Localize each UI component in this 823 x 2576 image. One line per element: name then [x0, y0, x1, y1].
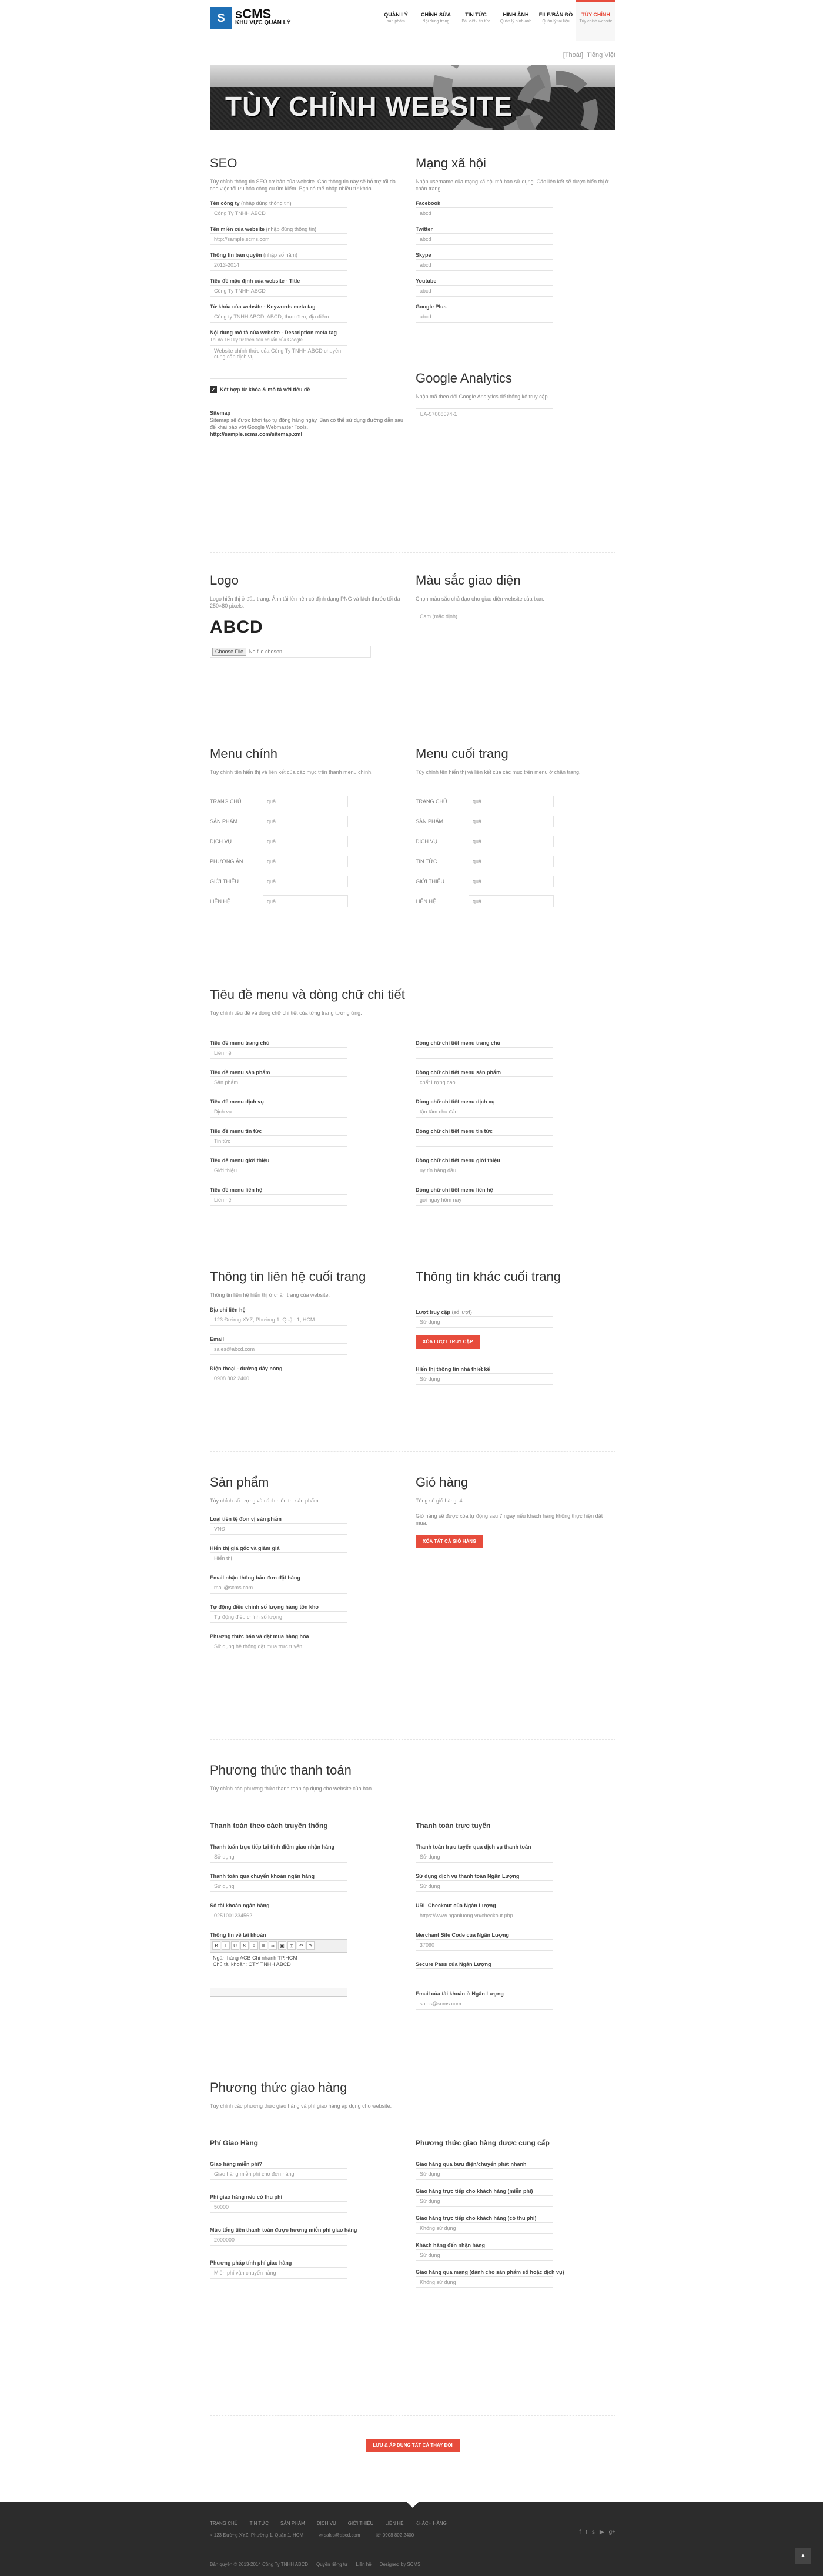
twitter-icon[interactable]: t: [586, 2529, 587, 2535]
field-label: Giao hàng miễn phí?: [210, 2161, 263, 2167]
image-icon[interactable]: ▣: [278, 1941, 286, 1950]
field-label: Youtube: [416, 278, 437, 284]
menu-detail-input[interactable]: [416, 1165, 553, 1176]
field-label: Email nhận thông báo đơn đặt hàng: [210, 1575, 300, 1581]
brand-mark: S: [210, 7, 232, 29]
field-label: Từ khóa của website - Keywords meta tag: [210, 304, 316, 310]
mail-icon: ✉: [319, 2533, 323, 2538]
address-input[interactable]: [210, 1314, 347, 1326]
main-menu-input[interactable]: [263, 796, 348, 807]
theme-color-select[interactable]: [416, 611, 553, 622]
nav-sub: Quản lý hình ảnh: [500, 19, 532, 24]
align-icon[interactable]: ≣: [259, 1941, 267, 1950]
order-email-input[interactable]: [210, 1582, 347, 1594]
location-icon: ⌖: [210, 2533, 213, 2538]
section-desc: Tùy chỉnh tên hiển thị và liên kết của các mục trên menu ở chân trang.: [416, 769, 581, 775]
email-input[interactable]: [210, 1343, 347, 1355]
youtube-input[interactable]: [416, 285, 553, 297]
menu-title-input[interactable]: [210, 1047, 347, 1059]
skype-input[interactable]: [416, 259, 553, 271]
footer-link[interactable]: GIỚI THIỆU: [347, 2521, 374, 2526]
company-name-input[interactable]: [210, 207, 347, 219]
nav-item-files[interactable]: [536, 0, 576, 41]
save-bar: [210, 2439, 615, 2452]
sitemap-block: Sitemap Sitemap sẽ được khởi tạo tự động hàng ngày. Bạn có thể sử dụng đường dẫn sau để khai báo với Google Webmaster Tools. http://sample.scms.com/sitemap.xml: [210, 410, 403, 437]
nav-label: QUẢN LÝ: [384, 12, 408, 18]
field-label: Thanh toán trực tuyến qua dịch vụ thanh toán: [416, 1844, 531, 1850]
designer-link[interactable]: Designed by SCMS: [379, 2562, 421, 2567]
field-label: Phương pháp tính phí giao hàng: [210, 2260, 292, 2266]
bank-transfer-input[interactable]: [210, 1880, 347, 1892]
divider: [210, 1451, 615, 1452]
section-shipping: [210, 2080, 615, 2118]
field-label: Phương thức bán và đặt mua hàng hóa: [210, 1634, 309, 1639]
section-desc: Tùy chỉnh các phương thức thanh toán áp dụng cho website của bạn.: [210, 1786, 373, 1792]
footer-menu-input[interactable]: [469, 816, 554, 827]
footer-copy: [210, 2562, 420, 2567]
footer-link[interactable]: TRANG CHỦ: [210, 2521, 238, 2526]
section-title: Thông tin liên hệ cuối trang: [210, 1269, 366, 1284]
field-label: Dòng chữ chi tiết menu trang chủ: [416, 1040, 501, 1046]
nav-label: CHỈNH SỬA: [421, 12, 451, 18]
nganluong-input[interactable]: [416, 1880, 553, 1892]
section-desc: Tùy chỉnh các phương thức giao hàng và phí giao hàng áp dụng cho website.: [210, 2103, 392, 2109]
footer-address: ⌖ 123 Đường XYZ, Phường 1, Quận 1, HCM: [210, 2533, 304, 2538]
field-label: Tiêu đề mặc định của website - Title: [210, 278, 300, 284]
footer-phone[interactable]: ☏ 0908 802 2400: [375, 2533, 414, 2538]
field-label: Thanh toán trực tiếp tại tính điểm giao nhận hàng: [210, 1844, 335, 1850]
clear-carts-button[interactable]: XÓA TẤT CẢ GIỎ HÀNG: [416, 1535, 483, 1548]
designer-info-input[interactable]: [416, 1373, 553, 1385]
editor-toolbar: [210, 1940, 347, 1953]
shipping-subtitle: Phương thức giao hàng được cung cấp: [416, 2139, 550, 2147]
brand-logo[interactable]: [210, 7, 290, 29]
field-label: Email của tài khoản ở Ngân Lượng: [416, 1991, 504, 1997]
field-label: Facebook: [416, 200, 441, 206]
nav-label: TÙY CHỈNH: [581, 12, 610, 18]
nav-label: TIN TỨC: [465, 12, 487, 18]
menu-detail-input[interactable]: [416, 1135, 553, 1147]
field-label: Dòng chữ chi tiết menu liên hệ: [416, 1187, 493, 1193]
menu-label: SẢN PHẨM: [210, 819, 238, 824]
editor-body[interactable]: Ngân hàng ACB Chi nhánh TP.HCM Chủ tài khoản: CTY TNHH ABCD: [213, 1955, 297, 1967]
menu-title-input[interactable]: [210, 1194, 347, 1206]
field-label: Hiển thị giá gốc và giảm giá: [210, 1545, 280, 1551]
field-label: Mức tổng tiền thanh toán được hưởng miễn phí giao hàng: [210, 2227, 357, 2233]
footer-menu-input[interactable]: [469, 836, 554, 847]
underline-icon[interactable]: U: [231, 1941, 239, 1950]
field-label: Tiêu đề menu sản phẩm: [210, 1069, 270, 1075]
field-label: URL Checkout của Ngân Lượng: [416, 1903, 496, 1908]
bank-account-input[interactable]: [210, 1910, 347, 1921]
keywords-input[interactable]: [210, 311, 347, 323]
stock-adjust-input[interactable]: [210, 1611, 347, 1623]
field-label: Thông tin về tài khoản: [210, 1932, 266, 1938]
footer-arrow: [407, 2502, 419, 2508]
logo-preview: ABCD: [210, 618, 263, 637]
payment-subtitle: Thanh toán theo cách truyền thống: [210, 1822, 328, 1830]
sales-method-input[interactable]: [210, 1641, 347, 1652]
menu-detail-input[interactable]: [416, 1106, 553, 1118]
field-label: Sử dụng dịch vụ thanh toán Ngân Lượng: [416, 1873, 520, 1879]
cart-count: Tổng số giỏ hàng: 4: [416, 1498, 463, 1504]
field-label: Thông tin bản quyền (nhập số năm): [210, 252, 298, 258]
description-textarea[interactable]: [210, 345, 347, 379]
free-shipping-input[interactable]: [210, 2168, 347, 2180]
menu-detail-input[interactable]: [416, 1047, 553, 1059]
field-label: Địa chỉ liên hệ: [210, 1307, 246, 1313]
main-menu-input[interactable]: [263, 895, 348, 907]
footer-menu-input[interactable]: [469, 856, 554, 867]
visits-input[interactable]: [416, 1316, 553, 1328]
section-desc: Chọn màu sắc chủ đạo cho giao diện website của bạn.: [416, 596, 544, 602]
sitemap-url[interactable]: http://sample.scms.com/sitemap.xml: [210, 431, 303, 437]
section-title: Logo: [210, 573, 239, 588]
combine-checkbox[interactable]: ✓ Kết hợp từ khóa & mô tả với tiêu đề: [210, 386, 404, 393]
section-title: Mạng xã hội: [416, 156, 486, 170]
no-file-text: No file chosen: [249, 649, 283, 655]
strike-icon[interactable]: S: [240, 1941, 249, 1950]
copyright-input[interactable]: [210, 259, 347, 271]
privacy-link[interactable]: Quyền riêng tư: [316, 2562, 348, 2567]
undo-icon[interactable]: ↶: [297, 1941, 305, 1950]
section-payment: [210, 1763, 615, 1800]
section-title: Giỏ hàng: [416, 1475, 469, 1490]
section-desc: Nhập username của mạng xã hội mà bạn sử dụng. Các liên kết sẽ được hiển thị ở chân trang.: [416, 179, 609, 192]
main-menu-input[interactable]: [263, 836, 348, 847]
main-menu-input[interactable]: [263, 816, 348, 827]
italic-icon[interactable]: I: [222, 1941, 230, 1950]
field-label: Tiêu đề menu tin tức: [210, 1128, 262, 1134]
copyright-text: Bản quyền © 2013-2014 Công Ty TNHH ABCD: [210, 2562, 309, 2567]
field-label: Tiêu đề menu giới thiệu: [210, 1158, 270, 1163]
skype-icon[interactable]: s: [591, 2529, 595, 2535]
banner: [210, 65, 615, 130]
fee-method-input[interactable]: [210, 2267, 347, 2279]
menu-label: DỊCH VỤ: [210, 838, 232, 844]
menu-label: SẢN PHẨM: [416, 819, 444, 824]
lang-link[interactable]: Tiếng Việt: [587, 52, 615, 59]
clear-visits-button[interactable]: XÓA LƯỢT TRUY CẬP: [416, 1335, 480, 1349]
banner-title: TÙY CHỈNH WEBSITE: [225, 91, 513, 122]
digital-delivery-input[interactable]: [416, 2276, 553, 2288]
youtube-icon[interactable]: ▶: [599, 2529, 604, 2535]
divider: [210, 552, 615, 553]
footer-link[interactable]: LIÊN HỆ: [385, 2521, 404, 2526]
footer: [0, 2502, 823, 2576]
free-threshold-input[interactable]: [210, 2234, 347, 2246]
section-title: Menu chính: [210, 746, 277, 761]
field-label: Điện thoại - đường dây nóng: [210, 1366, 283, 1371]
cart-desc: Giỏ hàng sẽ được xóa tự động sau 7 ngày nếu khách hàng không thực hiện đặt mua.: [416, 1513, 603, 1526]
field-label: Dòng chữ chi tiết menu dịch vụ: [416, 1099, 495, 1105]
menu-label: DỊCH VỤ: [416, 838, 438, 844]
menu-label: GIỚI THIỆU: [416, 878, 445, 884]
section-title: Menu cuối trang: [416, 746, 508, 761]
title-input[interactable]: [210, 285, 347, 297]
menu-label: TRANG CHỦ: [416, 799, 447, 804]
field-label: Giao hàng trực tiếp cho khách hàng (miễn phí): [416, 2188, 533, 2194]
field-label: Loại tiền tệ đơn vị sản phẩm: [210, 1516, 282, 1522]
nav-sub: sản phẩm: [387, 19, 405, 24]
menu-label: TRANG CHỦ: [210, 799, 242, 804]
menu-detail-input[interactable]: [416, 1194, 553, 1206]
page: [210, 0, 615, 2448]
nav-item-products[interactable]: [376, 0, 416, 41]
currency-input[interactable]: [210, 1523, 347, 1535]
merchant-code-input[interactable]: [416, 1939, 553, 1951]
menu-title-input[interactable]: [210, 1135, 347, 1147]
footer-link[interactable]: KHÁCH HÀNG: [415, 2521, 447, 2526]
nav-item-edit[interactable]: [416, 0, 456, 41]
direct-free-input[interactable]: [416, 2195, 553, 2207]
domain-input[interactable]: [210, 233, 347, 245]
footer-link[interactable]: TIN TỨC: [249, 2521, 269, 2526]
field-label: Giao hàng qua mạng (dành cho sản phẩm số hoặc dịch vụ): [416, 2269, 564, 2275]
footer-contacts: [210, 2533, 414, 2538]
field-label: Nội dung mô tả của website - Description meta tag: [210, 330, 337, 336]
nav-item-images[interactable]: [496, 0, 536, 41]
footer-social: [579, 2529, 615, 2535]
footer-link[interactable]: DỊCH VỤ: [316, 2521, 336, 2526]
menu-label: TIN TỨC: [416, 858, 437, 864]
field-label: Tên công ty (nhập đúng thông tin): [210, 200, 292, 206]
save-all-button[interactable]: LƯU & ÁP DỤNG TẤT CẢ THAY ĐỔI: [366, 2439, 459, 2452]
footer-menu-input[interactable]: [469, 796, 554, 807]
field-label: Twitter: [416, 226, 433, 232]
nav-label: HÌNH ẢNH: [503, 12, 529, 18]
analytics-input[interactable]: [416, 408, 553, 420]
field-label: Google Plus: [416, 304, 447, 310]
nav-item-news[interactable]: [456, 0, 496, 41]
field-label: Tự động điều chỉnh số lượng hàng tồn kho: [210, 1604, 319, 1610]
post-delivery-input[interactable]: [416, 2168, 553, 2180]
footer-links: [210, 2521, 447, 2526]
menu-label: LIÊN HỆ: [416, 898, 437, 904]
section-title: Google Analytics: [416, 371, 512, 385]
field-label: Khách hàng đến nhận hàng: [416, 2242, 486, 2248]
brand-tagline: KHU VỰC QUẢN LÝ: [235, 19, 291, 26]
main-menu-input[interactable]: [263, 856, 348, 867]
editor-footer: [210, 1988, 347, 1996]
field-hint: Tối đa 160 ký tự theo tiêu chuẩn của Google: [210, 337, 303, 343]
check-icon: ✓: [210, 386, 217, 393]
field-label: Hiển thị thông tin nhà thiết kế: [416, 1366, 490, 1372]
nav-sub: Nội dung trang: [422, 19, 450, 24]
menu-title-input[interactable]: [210, 1106, 347, 1118]
payment-subtitle: Thanh toán trực tuyến: [416, 1822, 491, 1830]
field-label: Email: [210, 1336, 225, 1342]
rich-text-editor[interactable]: [210, 1939, 347, 1997]
field-label: Tiêu đề menu trang chủ: [210, 1040, 270, 1046]
section-title: Phương thức giao hàng: [210, 2080, 347, 2095]
field-label: Phí giao hàng nếu có thu phí: [210, 2194, 282, 2200]
section-title: Sản phẩm: [210, 1475, 269, 1490]
footer-link[interactable]: SẢN PHẨM: [280, 2521, 305, 2526]
pickup-input[interactable]: [416, 2249, 553, 2261]
section-desc: Tùy chỉnh tiêu đề và dòng chữ chi tiết của từng trang tương ứng.: [210, 1010, 362, 1016]
menu-detail-input[interactable]: [416, 1076, 553, 1088]
footer-menu-input[interactable]: [469, 876, 554, 887]
section-title: SEO: [210, 156, 237, 170]
nav-sub: Bài viết / tin tức: [461, 19, 490, 24]
header: [210, 0, 615, 41]
nav-sub: Quản lý tài liệu: [542, 19, 570, 24]
contact-link[interactable]: Liên hệ: [356, 2562, 372, 2567]
field-label: Lượt truy cập (số lượt): [416, 1309, 472, 1315]
facebook-input[interactable]: [416, 207, 553, 219]
section-title: Phương thức thanh toán: [210, 1763, 352, 1777]
phone-icon: ☏: [375, 2533, 382, 2538]
section-title: Màu sắc giao diện: [416, 573, 521, 588]
menu-label: LIÊN HỆ: [210, 898, 231, 904]
choose-file-button[interactable]: Choose File: [212, 648, 246, 656]
lang-bar: [210, 52, 615, 60]
field-label: Giao hàng trực tiếp cho khách hàng (có thu phí): [416, 2215, 537, 2221]
nganluong-email-input[interactable]: [416, 1998, 553, 2010]
menu-title-input[interactable]: [210, 1076, 347, 1088]
table-icon[interactable]: ⊞: [287, 1941, 296, 1950]
nav-label: FILE/BẢN ĐỒ: [538, 12, 573, 18]
field-label: Dòng chữ chi tiết menu tin tức: [416, 1128, 493, 1134]
field-label: Giao hàng qua bưu điện/chuyển phát nhanh: [416, 2161, 527, 2167]
section-title: Thông tin khác cuối trang: [416, 1269, 561, 1284]
online-payment-input[interactable]: [416, 1851, 553, 1863]
field-label: Dòng chữ chi tiết menu sản phẩm: [416, 1069, 501, 1075]
divider: [210, 1739, 615, 1740]
link-icon[interactable]: ∞: [269, 1941, 277, 1950]
section-desc: Tùy chỉnh tên hiển thị và liên kết của các mục trên thanh menu chính.: [210, 769, 373, 775]
field-label: Tên miền của website (nhập đúng thông tin): [210, 226, 317, 232]
googleplus-input[interactable]: [416, 311, 553, 323]
field-label: Tiêu đề menu liên hệ: [210, 1187, 262, 1193]
field-label: Tiêu đề menu dịch vụ: [210, 1099, 264, 1105]
googleplus-icon[interactable]: g+: [608, 2529, 615, 2535]
file-upload[interactable]: [210, 646, 371, 658]
section-desc: Nhập mã theo dõi Google Analytics để thống kê truy cập.: [416, 394, 550, 400]
nav-item-customize[interactable]: [576, 0, 615, 41]
field-label: Dòng chữ chi tiết menu giới thiệu: [416, 1158, 500, 1163]
main-menu-input[interactable]: [263, 876, 348, 887]
field-label: Secure Pass của Ngân Lượng: [416, 1961, 491, 1967]
field-label: Số tài khoản ngân hàng: [210, 1903, 270, 1908]
secure-pass-input[interactable]: [416, 1968, 553, 1980]
logout-link[interactable]: [Thoát]: [563, 52, 584, 59]
footer-menu-input[interactable]: [469, 895, 554, 907]
nav-sub: Tùy chỉnh website: [579, 19, 613, 24]
field-label: Skype: [416, 252, 431, 258]
twitter-input[interactable]: [416, 233, 553, 245]
section-desc: Tùy chỉnh thông tin SEO cơ bản của website. Các thông tin này sẽ hỗ trợ tối đa cho việc tối ưu hóa công cụ tìm kiếm. Bạn có thể nhập nhiều từ khóa.: [210, 179, 396, 192]
checkout-url-input[interactable]: [416, 1910, 553, 1921]
facebook-icon[interactable]: f: [579, 2529, 581, 2535]
shipping-fee-input[interactable]: [210, 2201, 347, 2213]
cod-input[interactable]: [210, 1851, 347, 1863]
section-titles: [210, 987, 615, 1025]
shipping-subtitle: Phí Giao Hàng: [210, 2139, 259, 2147]
direct-paid-input[interactable]: [416, 2222, 553, 2234]
back-to-top-button[interactable]: ▲: [795, 2548, 811, 2564]
main-nav: [376, 0, 615, 41]
section-desc: Tùy chỉnh số lượng và cách hiển thị sản phẩm.: [210, 1498, 320, 1504]
section-desc: Thông tin liên hệ hiển thị ở chân trang của website.: [210, 1292, 330, 1298]
phone-input[interactable]: [210, 1373, 347, 1384]
bold-icon[interactable]: B: [212, 1941, 220, 1950]
divider: [210, 2415, 615, 2416]
menu-label: PHƯƠNG ÁN: [210, 858, 243, 864]
menu-label: GIỚI THIỆU: [210, 878, 239, 884]
price-display-input[interactable]: [210, 1552, 347, 1564]
footer-email[interactable]: ✉ sales@abcd.com: [319, 2533, 360, 2538]
field-label: Merchant Site Code của Ngân Lượng: [416, 1932, 509, 1938]
section-title: Tiêu đề menu và dòng chữ chi tiết: [210, 987, 405, 1002]
redo-icon[interactable]: ↷: [306, 1941, 315, 1950]
brand-name: sCMS: [235, 6, 272, 21]
list-icon[interactable]: ≡: [250, 1941, 258, 1950]
section-desc: Logo hiển thị ở đầu trang. Ảnh tải lên nên có định dạng PNG và kích thước tối đa 250×80 pixels.: [210, 596, 400, 609]
menu-title-input[interactable]: [210, 1165, 347, 1176]
field-label: Thanh toán qua chuyển khoản ngân hàng: [210, 1873, 315, 1879]
